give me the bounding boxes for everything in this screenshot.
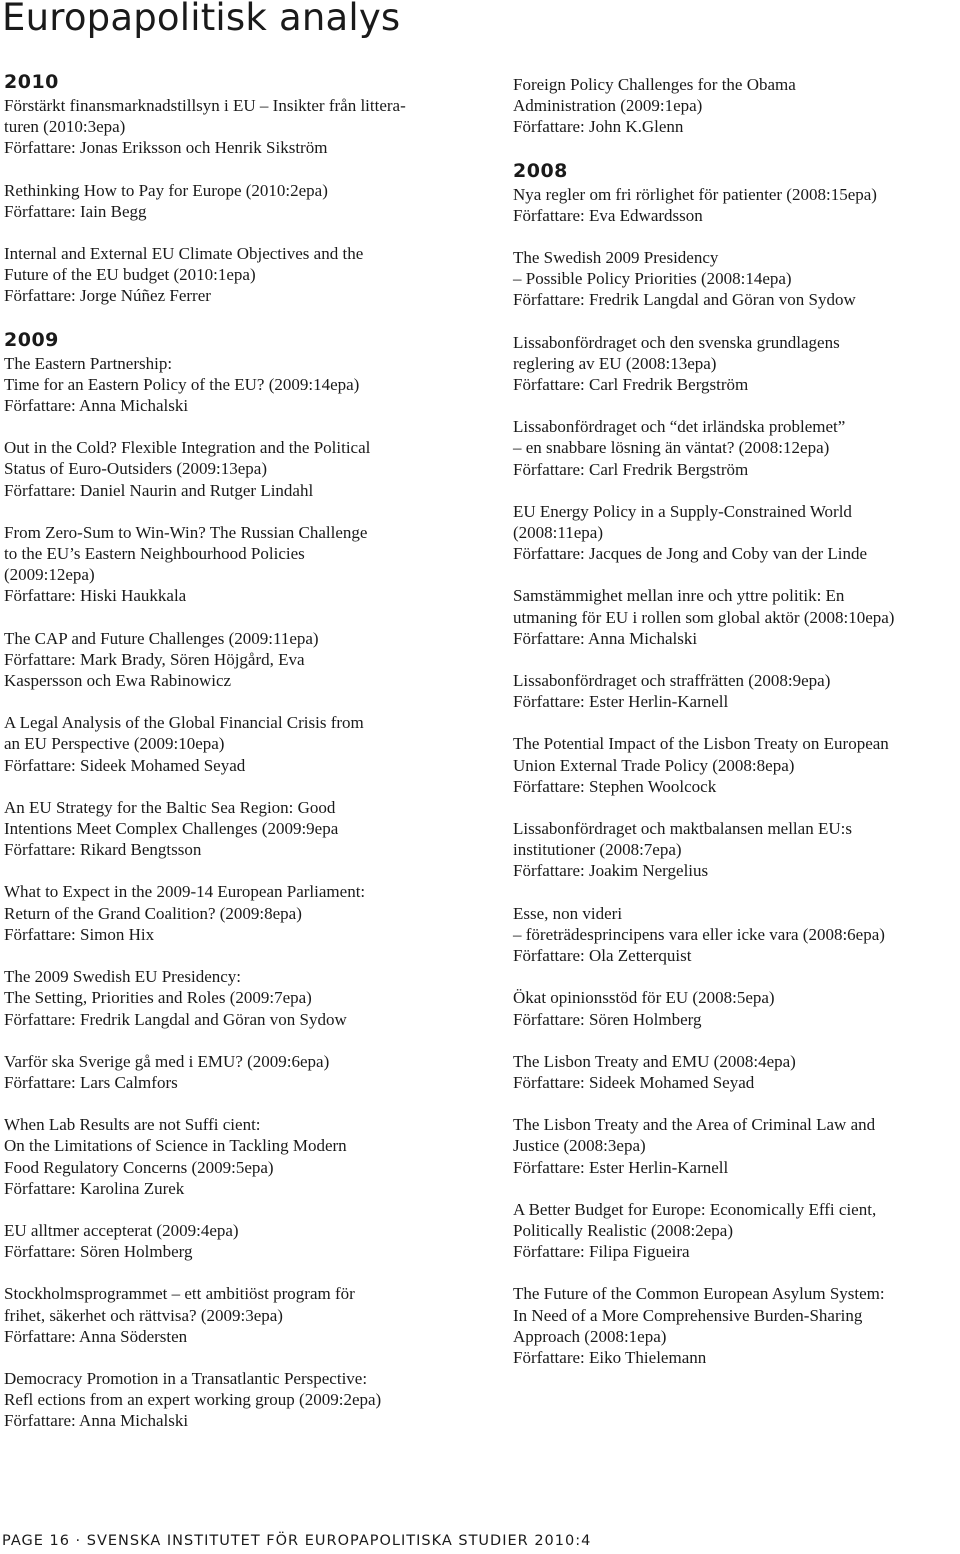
entry-title-line: – en snabbare lösning än väntat? (2008:12epa)	[513, 438, 830, 458]
entry-title-line: The Setting, Priorities and Roles (2009:7epa)	[4, 988, 312, 1008]
year-heading: 2010	[4, 71, 59, 93]
entry-title-line: Time for an Eastern Policy of the EU? (2009:14epa)	[4, 374, 360, 394]
entry-title-line: reglering av EU (2008:13epa)	[513, 353, 717, 373]
entry-title-line: Status of Euro-Outsiders (2009:13epa)	[4, 459, 267, 479]
entry-title-line: Samstämmighet mellan inre och yttre politik: En	[513, 586, 845, 606]
publication-entry	[513, 247, 958, 311]
publication-entry	[513, 74, 958, 138]
left-column	[4, 70, 494, 1453]
entry-title-line: The 2009 Swedish EU Presidency:	[4, 967, 242, 987]
publication-entry	[513, 1283, 958, 1368]
publication-entry	[513, 585, 958, 649]
entry-title-line: Administration (2009:1epa)	[513, 96, 703, 116]
publication-entry	[4, 881, 494, 945]
publication-entry	[4, 1114, 494, 1199]
entry-authors: Författare: Fredrik Langdal and Göran von Sydow	[4, 1009, 347, 1029]
year-heading: 2008	[513, 159, 568, 182]
entry-title-line: Lissabonfördraget och den svenska grundlagens	[513, 332, 840, 352]
publication-entry	[513, 670, 958, 712]
entry-title-line: What to Expect in the 2009-14 European Parliament:	[4, 882, 366, 902]
entry-title-line: (2009:12epa)	[4, 565, 95, 585]
page-title: Europapolitisk analys	[2, 0, 401, 39]
entry-title-line: A Better Budget for Europe: Economically Effi cient,	[513, 1199, 877, 1219]
entry-authors: Författare: Stephen Woolcock	[513, 776, 717, 796]
entry-title-line: A Legal Analysis of the Global Financial Crisis from	[4, 713, 364, 733]
entry-title-line: The Future of the Common European Asylum System:	[513, 1284, 885, 1304]
entry-title-line: Ökat opinionsstöd för EU (2008:5epa)	[513, 988, 775, 1008]
entry-title-line: Kaspersson och Ewa Rabinowicz	[4, 671, 232, 691]
publication-entry	[513, 332, 958, 396]
publication-entry	[4, 95, 494, 159]
entry-authors: Författare: Sideek Mohamed Seyad	[4, 755, 246, 775]
entry-title-line: Food Regulatory Concerns (2009:5epa)	[4, 1157, 274, 1177]
entry-title-line: Internal and External EU Climate Objectives and the	[4, 244, 364, 264]
entry-title-line: Justice (2008:3epa)	[513, 1136, 646, 1156]
entry-title-line: to the EU’s Eastern Neighbourhood Policies	[4, 544, 305, 564]
publication-entry	[513, 987, 958, 1029]
entry-authors: Författare: Sören Holmberg	[513, 1009, 702, 1029]
entry-authors: Författare: Jorge Núñez Ferrer	[4, 286, 211, 306]
entry-title-line: EU Energy Policy in a Supply-Constrained World	[513, 501, 852, 521]
entry-authors: Författare: Hiski Haukkala	[4, 586, 187, 606]
entry-title-line: When Lab Results are not Suffi cient:	[4, 1115, 261, 1135]
publication-entry	[4, 437, 494, 501]
entry-title-line: Foreign Policy Challenges for the Obama	[513, 75, 796, 94]
entry-title-line: utmaning för EU i rollen som global aktör (2008:10epa)	[513, 607, 895, 627]
entry-authors: Författare: Lars Calmfors	[4, 1072, 178, 1092]
entry-title-line: Politically Realistic (2008:2epa)	[513, 1220, 734, 1240]
entry-authors: Författare: Jacques de Jong and Coby van der Linde	[513, 544, 868, 564]
entry-authors: Författare: Ola Zetterquist	[513, 946, 692, 966]
entry-title-line: Approach (2008:1epa)	[513, 1326, 667, 1346]
publication-entry	[513, 184, 958, 226]
entry-title-line: Return of the Grand Coalition? (2009:8epa)	[4, 903, 302, 923]
publication-entry	[4, 180, 494, 222]
entry-authors: Författare: Joakim Nergelius	[513, 861, 709, 881]
entry-title-line: Förstärkt finansmarknadstillsyn i EU – Insikter från littera-	[4, 96, 406, 115]
entry-title-line: Refl ections from an expert working group (2009:2epa)	[4, 1390, 382, 1410]
entry-authors: Författare: Filipa Figueira	[513, 1242, 690, 1262]
entry-title-line: Lissabonfördraget och “det irländska problemet”	[513, 417, 846, 437]
entry-title-line: Stockholmsprogrammet – ett ambitiöst program för	[4, 1284, 355, 1304]
publication-entry	[4, 1051, 494, 1093]
entry-title-line: An EU Strategy for the Baltic Sea Region: Good	[4, 797, 336, 817]
entry-authors: Författare: Daniel Naurin and Rutger Lindahl	[4, 480, 314, 500]
entry-authors: Författare: Sideek Mohamed Seyad	[513, 1072, 755, 1092]
entry-title-line: The Eastern Partnership:	[4, 353, 173, 373]
year-heading: 2009	[4, 328, 59, 351]
entry-title-line: institutioner (2008:7epa)	[513, 840, 682, 860]
publication-entry	[513, 733, 958, 797]
publication-entry	[513, 416, 958, 480]
entry-title-line: On the Limitations of Science in Tackling Modern	[4, 1136, 347, 1156]
entry-title-line: Varför ska Sverige gå med i EMU? (2009:6epa)	[4, 1051, 330, 1071]
publication-entry	[4, 1220, 494, 1262]
entry-authors: Författare: Eiko Thielemann	[513, 1347, 707, 1367]
entry-authors: Författare: Mark Brady, Sören Höjgård, Eva	[4, 649, 305, 669]
entry-authors: Författare: Karolina Zurek	[4, 1178, 185, 1198]
entry-authors: Författare: Carl Fredrik Bergström	[513, 459, 749, 479]
entry-authors: Författare: Anna Michalski	[4, 396, 189, 416]
entry-authors: Författare: Carl Fredrik Bergström	[513, 375, 749, 395]
entry-title-line: Future of the EU budget (2010:1epa)	[4, 265, 256, 285]
entry-title-line: The Swedish 2009 Presidency	[513, 248, 719, 268]
publication-entry	[4, 797, 494, 861]
entry-title-line: an EU Perspective (2009:10epa)	[4, 734, 225, 754]
entry-title-line: frihet, säkerhet och rättvisa? (2009:3epa)	[4, 1305, 283, 1325]
publication-entry	[4, 243, 494, 307]
publication-entry	[4, 522, 494, 607]
entry-authors: Författare: Iain Begg	[4, 201, 147, 221]
publication-entry	[513, 501, 958, 565]
entry-title-line: turen (2010:3epa)	[4, 117, 126, 137]
entry-title-line: Esse, non videri	[513, 903, 623, 923]
entry-title-line: Union External Trade Policy (2008:8epa)	[513, 755, 795, 775]
page-footer: PAGE 16 · SVENSKA INSTITUTET FÖR EUROPAPOLITISKA STUDIER 2010:4	[2, 1533, 592, 1549]
right-column	[513, 74, 958, 1389]
entry-title-line: The Lisbon Treaty and the Area of Criminal Law and	[513, 1115, 876, 1135]
publication-entry	[513, 1051, 958, 1093]
entry-title-line: EU alltmer accepterat (2009:4epa)	[4, 1220, 239, 1240]
entry-title-line: Lissabonfördraget och maktbalansen mellan EU:s	[513, 819, 852, 839]
entry-authors: Författare: Anna Södersten	[4, 1326, 188, 1346]
publication-entry	[513, 818, 958, 882]
entry-authors: Författare: Sören Holmberg	[4, 1242, 193, 1262]
publication-entry	[4, 628, 494, 692]
entry-title-line: Rethinking How to Pay for Europe (2010:2epa)	[4, 180, 328, 200]
publication-entry	[513, 1199, 958, 1263]
publication-entry	[4, 966, 494, 1030]
entry-title-line: From Zero-Sum to Win-Win? The Russian Challenge	[4, 522, 368, 542]
entry-authors: Författare: Ester Herlin-Karnell	[513, 692, 729, 712]
publication-entry	[513, 903, 958, 967]
entry-authors: Författare: John K.Glenn	[513, 117, 684, 137]
publication-entry	[513, 1114, 958, 1178]
entry-title-line: – företrädesprincipens vara eller icke vara (2008:6epa)	[513, 924, 885, 944]
entry-authors: Författare: Anna Michalski	[513, 628, 698, 648]
entry-title-line: (2008:11epa)	[513, 523, 604, 543]
entry-authors: Författare: Eva Edwardsson	[513, 205, 703, 225]
entry-title-line: The CAP and Future Challenges (2009:11epa)	[4, 628, 319, 648]
entry-authors: Författare: Rikard Bengtsson	[4, 840, 202, 860]
entry-title-line: Democracy Promotion in a Transatlantic Perspective:	[4, 1368, 368, 1388]
publication-entry	[4, 712, 494, 776]
publication-entry	[4, 1368, 494, 1432]
entry-authors: Författare: Ester Herlin-Karnell	[513, 1157, 729, 1177]
entry-authors: Författare: Anna Michalski	[4, 1411, 189, 1431]
entry-title-line: Out in the Cold? Flexible Integration and the Political	[4, 438, 371, 458]
entry-title-line: The Potential Impact of the Lisbon Treaty on European	[513, 734, 889, 754]
publication-entry	[4, 353, 494, 417]
publication-entry	[4, 1283, 494, 1347]
entry-title-line: Lissabonfördraget och straffrätten (2008:9epa)	[513, 671, 831, 691]
entry-authors: Författare: Jonas Eriksson och Henrik Sikström	[4, 138, 328, 158]
entry-title-line: Intentions Meet Complex Challenges (2009:9epa	[4, 819, 339, 839]
entry-title-line: – Possible Policy Priorities (2008:14epa)	[513, 269, 792, 289]
entry-authors: Författare: Fredrik Langdal and Göran von Sydow	[513, 290, 856, 310]
entry-title-line: In Need of a More Comprehensive Burden-Sharing	[513, 1305, 863, 1325]
entry-authors: Författare: Simon Hix	[4, 924, 155, 944]
entry-title-line: The Lisbon Treaty and EMU (2008:4epa)	[513, 1051, 796, 1071]
entry-title-line: Nya regler om fri rörlighet för patienter (2008:15epa)	[513, 184, 877, 204]
